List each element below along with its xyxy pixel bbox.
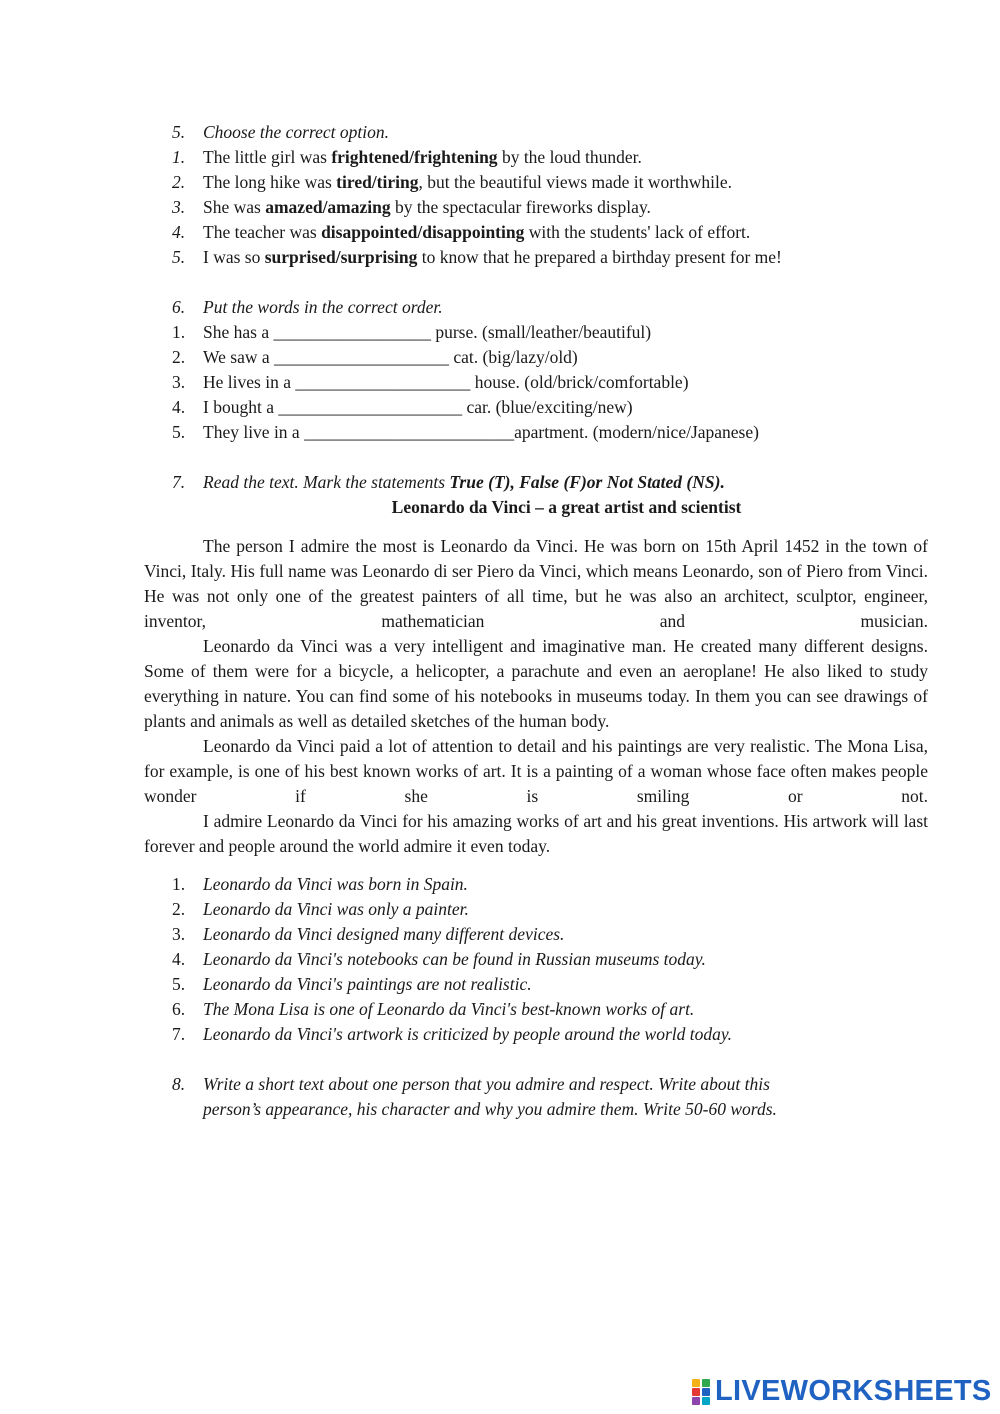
reading-paragraph: The person I admire the most is Leonardo da Vinci. He was born on 15th April 1452 in the town of Vinci, Italy. His full name was Leonardo di ser Piero da Vinci, which means Leonardo, son of Piero from Vinci. He was not only one of the greatest painters of all time, but he was also an architect, sculptor, engineer, inventor, mathematician and musician.	[144, 536, 928, 631]
ex6-number: 6.	[172, 297, 186, 317]
ex5-item-text: She was amazed/amazing by the spectacular fireworks display.	[203, 197, 651, 217]
statement-text: Leonardo da Vinci was born in Spain.	[203, 874, 468, 894]
ex6-item-text: I bought a _____________________ car. (blue/exciting/new)	[203, 397, 633, 417]
ex5-number: 5.	[172, 122, 186, 142]
ex5-item-number: 1.	[172, 147, 186, 167]
ex5-option: surprised/surprising	[264, 247, 418, 267]
ex6-instruction: Put the words in the correct order.	[203, 297, 443, 317]
ex6-item-number: 2.	[172, 347, 186, 367]
ex8-instruction-line1: Write a short text about one person that you admire and respect. Write about this	[203, 1074, 770, 1094]
statement-text: Leonardo da Vinci was only a painter.	[203, 899, 469, 919]
statement-text: Leonardo da Vinci's paintings are not realistic.	[203, 974, 532, 994]
reading-paragraph: I admire Leonardo da Vinci for his amazing works of art and his great inventions. His artwork will last forever and people around the world admire it even today.	[144, 811, 928, 856]
ex6-item-text: He lives in a ____________________ house. (old/brick/comfortable)	[203, 372, 689, 392]
ex6-item-number: 5.	[172, 422, 186, 442]
statement-number: 6.	[172, 999, 186, 1019]
statement-text: The Mona Lisa is one of Leonardo da Vinci's best-known works of art.	[203, 999, 695, 1019]
reading-title: Leonardo da Vinci – a great artist and scientist	[391, 497, 742, 517]
statement-text: Leonardo da Vinci's notebooks can be found in Russian museums today.	[203, 949, 706, 969]
reading-paragraph: Leonardo da Vinci was a very intelligent and imaginative man. He created many different designs. Some of them were for a bicycle, a helicopter, a parachute and even an aeroplane! He also liked to study everything in nature. You can find some of his notebooks in museums today. In them you can see drawings of plants and animals as well as detailed sketches of the human body.	[144, 636, 928, 731]
statement-number: 4.	[172, 949, 186, 969]
ex5-item-number: 3.	[172, 197, 186, 217]
ex5-item-number: 4.	[172, 222, 186, 242]
statement-text: Leonardo da Vinci's artwork is criticized by people around the world today.	[203, 1024, 733, 1044]
ex6-item-number: 1.	[172, 322, 186, 342]
ex6-item-number: 3.	[172, 372, 186, 392]
ex6-item-text: We saw a ____________________ cat. (big/lazy/old)	[203, 347, 578, 367]
ex5-instruction: Choose the correct option.	[203, 122, 389, 142]
reading-text	[144, 534, 928, 859]
logo-mark-icon	[692, 1377, 712, 1405]
reading-paragraph: Leonardo da Vinci paid a lot of attention to detail and his paintings are very realistic. The Mona Lisa, for example, is one of his best known works of art. It is a painting of a woman whose face often makes people wonder if she is smiling or not.	[144, 736, 928, 806]
ex5-option: disappointed/disappointing	[321, 222, 525, 242]
ex7-number: 7.	[172, 472, 186, 492]
ex8-number: 8.	[172, 1074, 186, 1094]
statement-number: 3.	[172, 924, 186, 944]
statement-number: 1.	[172, 874, 186, 894]
ex5-item-number: 2.	[172, 172, 186, 192]
statement-text: Leonardo da Vinci designed many different devices.	[203, 924, 565, 944]
ex7-instruction: Read the text. Mark the statements True (T), False (F)or Not Stated (NS).	[203, 472, 725, 492]
ex6-item-text: They live in a ________________________apartment. (modern/nice/Japanese)	[203, 422, 759, 442]
logo-text: LIVEWORKSHEETS	[715, 1374, 992, 1407]
ex5-item-text: The teacher was disappointed/disappointing with the students' lack of effort.	[203, 222, 751, 242]
ex6-item-number: 4.	[172, 397, 186, 417]
ex5-item-number: 5.	[172, 247, 186, 267]
ex5-item-text: I was so surprised/surprising to know that he prepared a birthday present for me!	[203, 247, 782, 267]
ex5-option: tired/tiring	[336, 172, 419, 192]
ex5-item-text: The long hike was tired/tiring, but the beautiful views made it worthwhile.	[203, 172, 732, 192]
statement-number: 2.	[172, 899, 186, 919]
statement-number: 7.	[172, 1024, 186, 1044]
ex5-option: amazed/amazing	[265, 197, 391, 217]
ex5-option: frightened/frightening	[331, 147, 498, 167]
ex6-item-text: She has a __________________ purse. (small/leather/beautiful)	[203, 322, 652, 342]
liveworksheets-logo	[692, 1374, 992, 1408]
ex8-instruction-line2: person’s appearance, his character and why you admire them. Write 50-60 words.	[203, 1099, 777, 1119]
ex5-item-text: The little girl was frightened/frightening by the loud thunder.	[203, 147, 642, 167]
statement-number: 5.	[172, 974, 186, 994]
